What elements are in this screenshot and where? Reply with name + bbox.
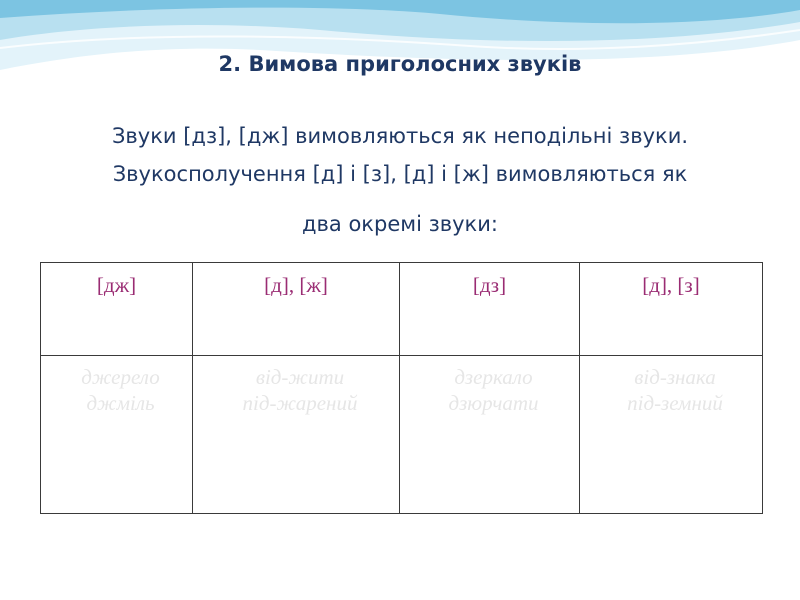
sounds-table [40, 262, 763, 514]
table-header-cell [193, 263, 400, 356]
example-list [580, 356, 762, 416]
header-d-z: [д], [з] [642, 273, 700, 297]
table-header-row [41, 263, 763, 356]
example-list [41, 356, 192, 416]
table-row [41, 356, 763, 514]
body-text-line-3: два окремі звуки: [302, 212, 498, 236]
example-word: від-знака [634, 365, 716, 389]
example-word: дзеркало [454, 365, 533, 389]
body-text-line-2: Звукосполучення [д] і [з], [д] і [ж] вимовляються як [112, 162, 688, 186]
table-header-cell [400, 263, 580, 356]
example-word: від-жити [255, 365, 345, 389]
body-text-line-1: Звуки [дз], [дж] вимовляються як неподільні звуки. [111, 124, 689, 148]
header-d-zh: [д], [ж] [264, 273, 328, 297]
header-dzh: [дж] [96, 273, 137, 297]
example-word: під-жарений [242, 391, 358, 415]
example-list [193, 356, 399, 416]
example-word: джерело [81, 365, 160, 389]
slide-title: 2. Вимова приголосних звуків [218, 52, 582, 76]
table-cell [400, 356, 580, 514]
header-dz: [дз] [472, 273, 507, 297]
example-word: джміль [86, 391, 155, 415]
table-cell [580, 356, 763, 514]
table-header-cell [41, 263, 193, 356]
example-list [400, 356, 579, 416]
header-wave-decoration [0, 0, 800, 95]
table-cell [41, 356, 193, 514]
example-word: під-земний [627, 391, 723, 415]
table-cell [193, 356, 400, 514]
example-word: дзюрчати [448, 391, 539, 415]
table-header-cell [580, 263, 763, 356]
